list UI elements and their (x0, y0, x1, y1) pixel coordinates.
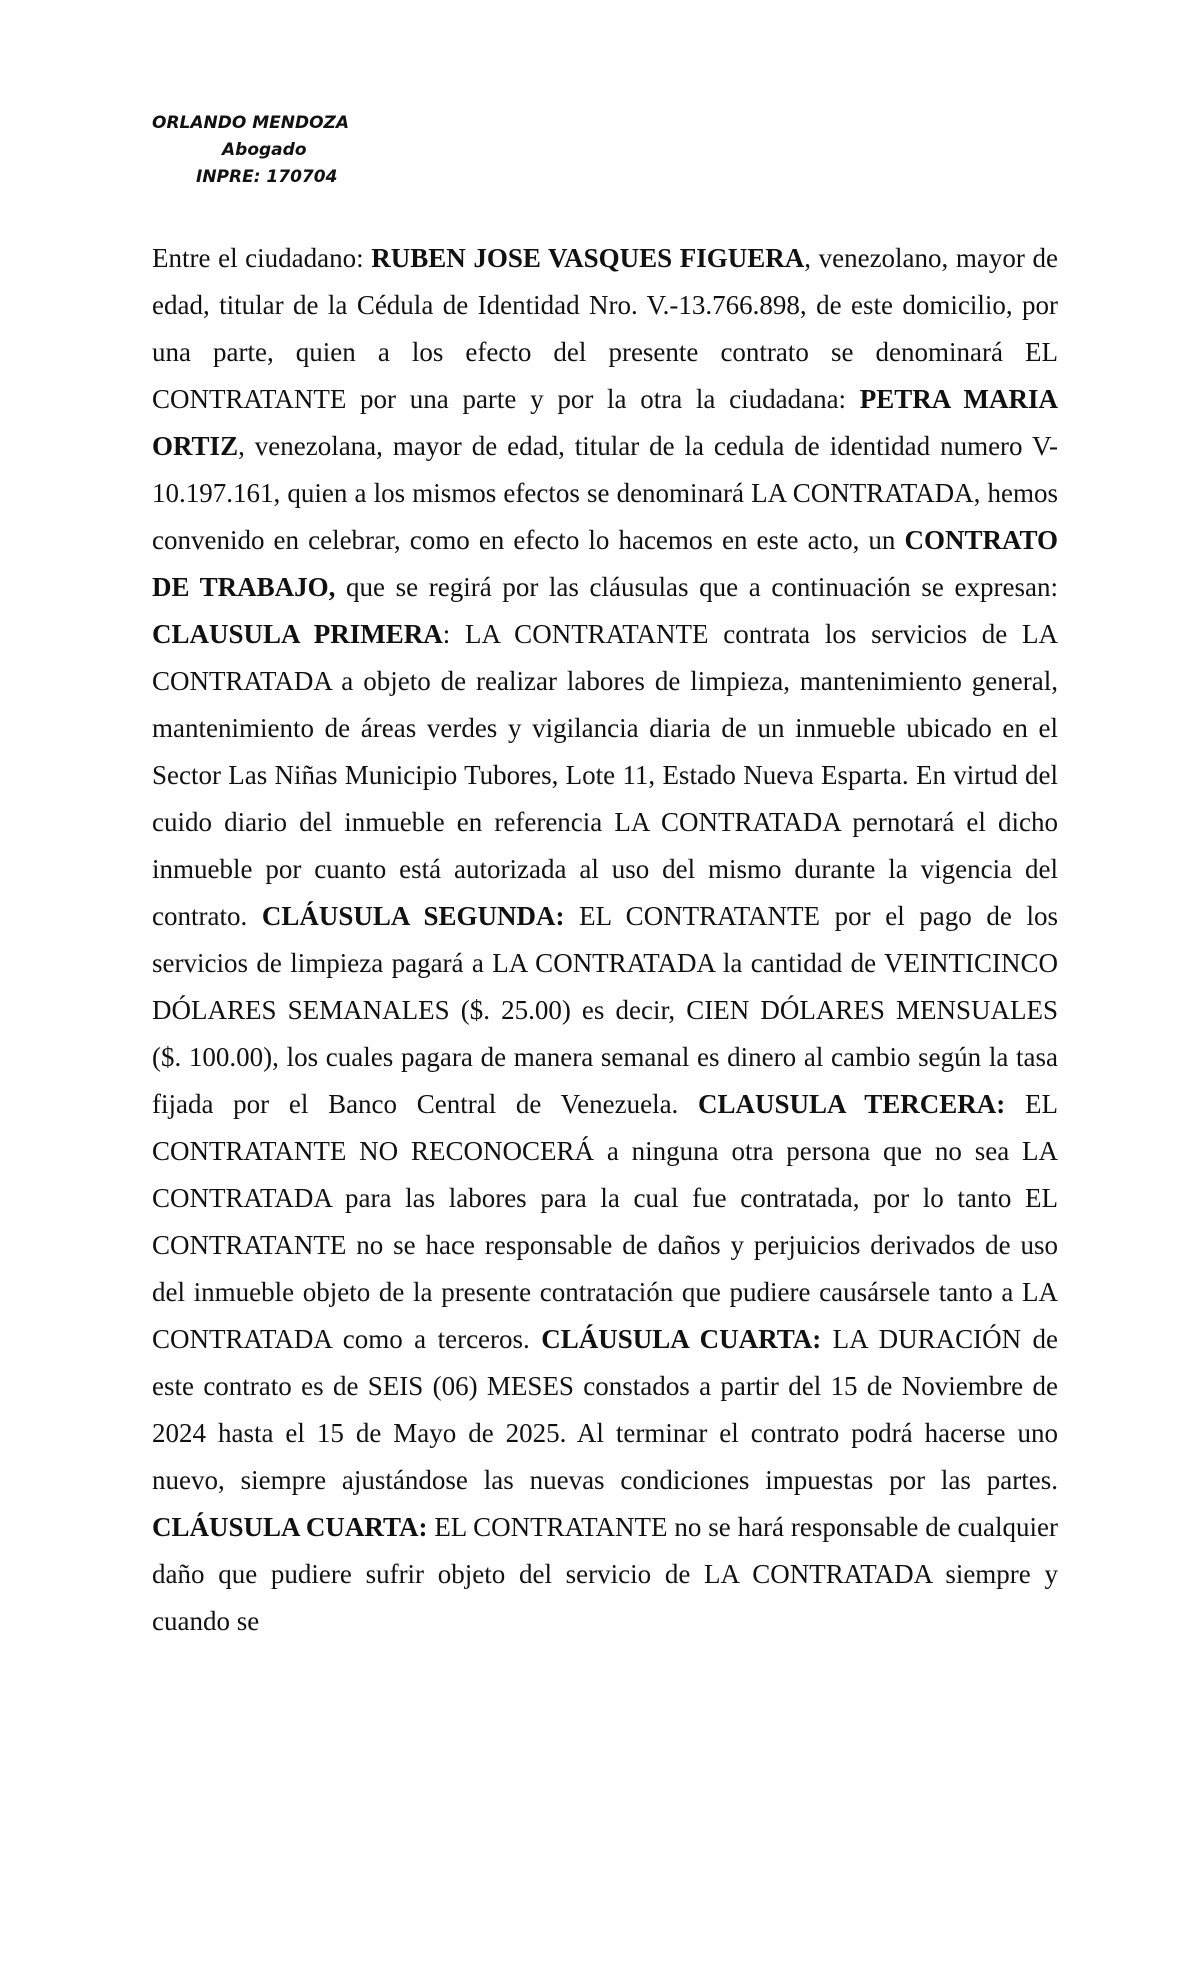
contract-segment: EL CONTRATANTE por el pago de los servicios de limpieza pagará a LA CONTRATADA la cantidad de VEINTICINCO DÓLARES SEMANALES ($. 25.00) es decir, CIEN DÓLARES MENSUALES ($. 100.00), los cuales pagara de manera semanal es dinero al cambio según la tasa fijada por el Banco Central de Venezuela. (152, 901, 1058, 1119)
contract-segment: EL CONTRATANTE NO RECONOCERÁ a ninguna otra persona que no sea LA CONTRATADA para las labores para la cual fue contratada, por lo tanto EL CONTRATANTE no se hace responsable de daños y perjuicios derivados de uso del inmueble objeto de la presente contratación que pudiere causársele tanto a LA CONTRATADA como a terceros. (152, 1089, 1059, 1354)
lawyer-name: ORLANDO MENDOZA (152, 113, 350, 133)
contract-type-heading: CONTRATO DE TRABAJO, (152, 525, 1058, 602)
letterhead (152, 110, 349, 191)
contract-segment: LA DURACIÓN de este contrato es de SEIS (06) MESES constados a partir del 15 de Noviembre de 2024 hasta el 15 de Mayo de 2025. Al terminar el contrato podrá hacerse uno nuevo, siempre ajustándose las nuevas condiciones impuestas por las partes. (152, 1324, 1058, 1495)
contract-segment: , venezolana, mayor de edad, titular de la cedula de identidad numero V-10.197.161, quien a los mismos efectos se denominará LA CONTRATADA, hemos convenido en celebrar, como en efecto lo hacemos en este acto, un (152, 431, 1058, 555)
contract-body (152, 235, 1058, 1645)
clause-heading: CLÁUSULA SEGUNDA: (261, 901, 565, 931)
contract-segment: Entre el ciudadano: (152, 243, 372, 273)
contract-segment: , venezolano, mayor de edad, titular de la Cédula de Identidad Nro. V.-13.766.898, de este domicilio, por una parte, quien a los efecto del presente contrato se denominará EL CONTRATANTE por una parte y por la otra la ciudadana: (152, 243, 1058, 414)
contract-party-name: RUBEN JOSE VASQUES FIGUERA (371, 243, 805, 273)
lawyer-inpre: INPRE: 170704 (196, 167, 338, 187)
contract-party-name: PETRA MARIA ORTIZ (152, 384, 1058, 461)
contract-segment: : LA CONTRATANTE contrata los servicios de LA CONTRATADA a objeto de realizar labores de limpieza, mantenimiento general, mantenimiento de áreas verdes y vigilancia diaria de un inmueble ubicado en el Sector Las Niñas Municipio Tubores, Lote 11, Estado Nueva Esparta. En virtud del cuido diario del inmueble en referencia LA CONTRATADA pernotará el dicho inmueble por cuanto está autorizada al uso del mismo durante la vigencia del contrato. (152, 619, 1058, 931)
clause-heading: CLAUSULA TERCERA: (698, 1089, 1006, 1119)
contract-segment: EL CONTRATANTE no se hará responsable de cualquier daño que pudiere sufrir objeto del servicio de LA CONTRATADA siempre y cuando se (152, 1512, 1059, 1636)
clause-heading: CLÁUSULA CUARTA: (152, 1512, 428, 1542)
clause-heading: CLÁUSULA CUARTA: (541, 1324, 822, 1354)
lawyer-title: Abogado (222, 140, 307, 160)
clause-heading: CLAUSULA PRIMERA (152, 619, 443, 649)
contract-segment: que se regirá por las cláusulas que a continuación se expresan: (335, 572, 1058, 602)
